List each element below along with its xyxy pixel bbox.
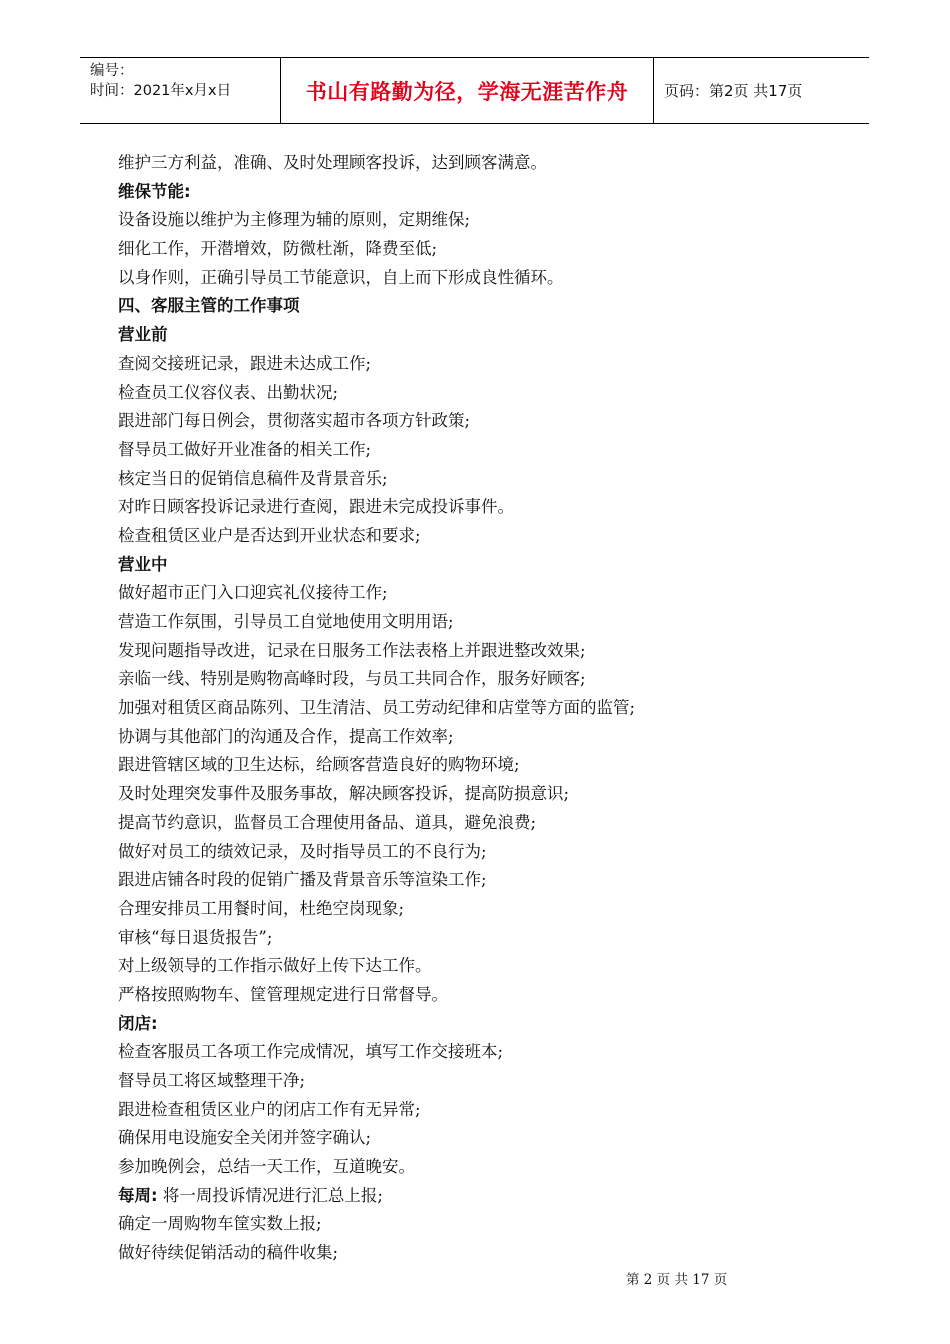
body-line: 检查租赁区业户是否达到开业状态和要求;	[118, 525, 421, 545]
document-date: 时间：2021年x月x日	[90, 83, 232, 99]
body-line: 做好对员工的绩效记录，及时指导员工的不良行为;	[118, 841, 487, 861]
line-text: 将一周投诉情况进行汇总上报;	[157, 1185, 383, 1205]
body-line: 做好超市正门入口迎宾礼仪接待工作;	[118, 583, 388, 603]
body-line: 协调与其他部门的沟通及合作，提高工作效率;	[118, 726, 454, 746]
body-line: 检查客服员工各项工作完成情况，填写工作交接班本;	[118, 1042, 504, 1062]
body-line: 及时处理突发事件及服务事故，解决顾客投诉，提高防损意识;	[118, 784, 570, 804]
body-line: 确保用电设施安全关闭并签字确认;	[118, 1128, 372, 1148]
body-line: 确定一周购物车筐实数上报;	[118, 1214, 322, 1234]
header-meta-cell	[80, 58, 281, 123]
body-line: 督导员工做好开业准备的相关工作;	[118, 439, 372, 459]
body-line: 对上级领导的工作指示做好上传下达工作。	[118, 956, 432, 976]
body-line: 跟进管辖区域的卫生达标，给顾客营造良好的购物环境;	[118, 755, 520, 775]
body-line: 以身作则，正确引导员工节能意识，自上而下形成良性循环。	[118, 267, 564, 287]
body-line: 营造工作氛围，引导员工自觉地使用文明用语;	[118, 612, 454, 631]
body-line: 核定当日的促销信息稿件及背景音乐;	[118, 468, 388, 488]
section-heading: 营业前	[118, 325, 168, 345]
document-body	[118, 149, 858, 1268]
body-line: 发现问题指导改进，记录在日服务工作法表格上并跟进整改效果;	[118, 640, 586, 660]
page-header	[80, 57, 869, 124]
body-line: 审核“每日退货报告”;	[118, 927, 273, 947]
body-line: 合理安排员工用餐时间，杜绝空岗现象;	[118, 898, 405, 918]
section-heading: 闭店:	[118, 1013, 158, 1033]
line-lead-label: 每周:	[118, 1185, 158, 1205]
page-footer: 第 2 页 共 17 页	[626, 1272, 728, 1288]
body-line: 做好待续促销活动的稿件收集;	[118, 1243, 339, 1263]
document-number-label: 编号：	[90, 63, 134, 79]
body-line: 提高节约意识，监督员工合理使用备品、道具，避免浪费;	[118, 812, 537, 832]
body-line: 严格按照购物车、筐管理规定进行日常督导。	[118, 984, 448, 1004]
section-heading: 四、客服主管的工作事项	[118, 296, 300, 316]
body-line: 细化工作，开潜增效，防微杜渐，降费至低;	[118, 239, 438, 259]
body-line: 查阅交接班记录，跟进未达成工作;	[118, 353, 372, 373]
body-line: 督导员工将区域整理干净;	[118, 1071, 306, 1090]
section-heading: 维保节能:	[118, 181, 191, 201]
body-line: 维护三方利益，准确、及时处理顾客投诉，达到顾客满意。	[118, 153, 547, 172]
body-line: 设备设施以维护为主修理为辅的原则，定期维保;	[118, 210, 471, 230]
body-line: 跟进店铺各时段的促销广播及背景音乐等渲染工作;	[118, 870, 487, 890]
body-line: 检查员工仪容仪表、出勤状况;	[118, 382, 339, 402]
body-line: 对昨日顾客投诉记录进行查阅，跟进未完成投诉事件。	[118, 497, 514, 517]
header-motto: 书山有路勤为径，学海无涯苦作舟	[281, 58, 654, 123]
section-heading: 营业中	[118, 554, 168, 574]
body-line: 跟进检查租赁区业户的闭店工作有无异常;	[118, 1099, 421, 1119]
header-page-info: 页码：第2页 共17页	[664, 82, 803, 100]
body-line: 参加晚例会，总结一天工作，互道晚安。	[118, 1157, 415, 1177]
body-line: 跟进部门每日例会，贯彻落实超市各项方针政策;	[118, 411, 471, 431]
body-line: 加强对租赁区商品陈列、卫生清洁、员工劳动纪律和店堂等方面的监管;	[118, 698, 636, 718]
body-line: 亲临一线、特别是购物高峰时段，与员工共同合作，服务好顾客;	[118, 669, 586, 689]
body-line	[118, 1182, 858, 1211]
